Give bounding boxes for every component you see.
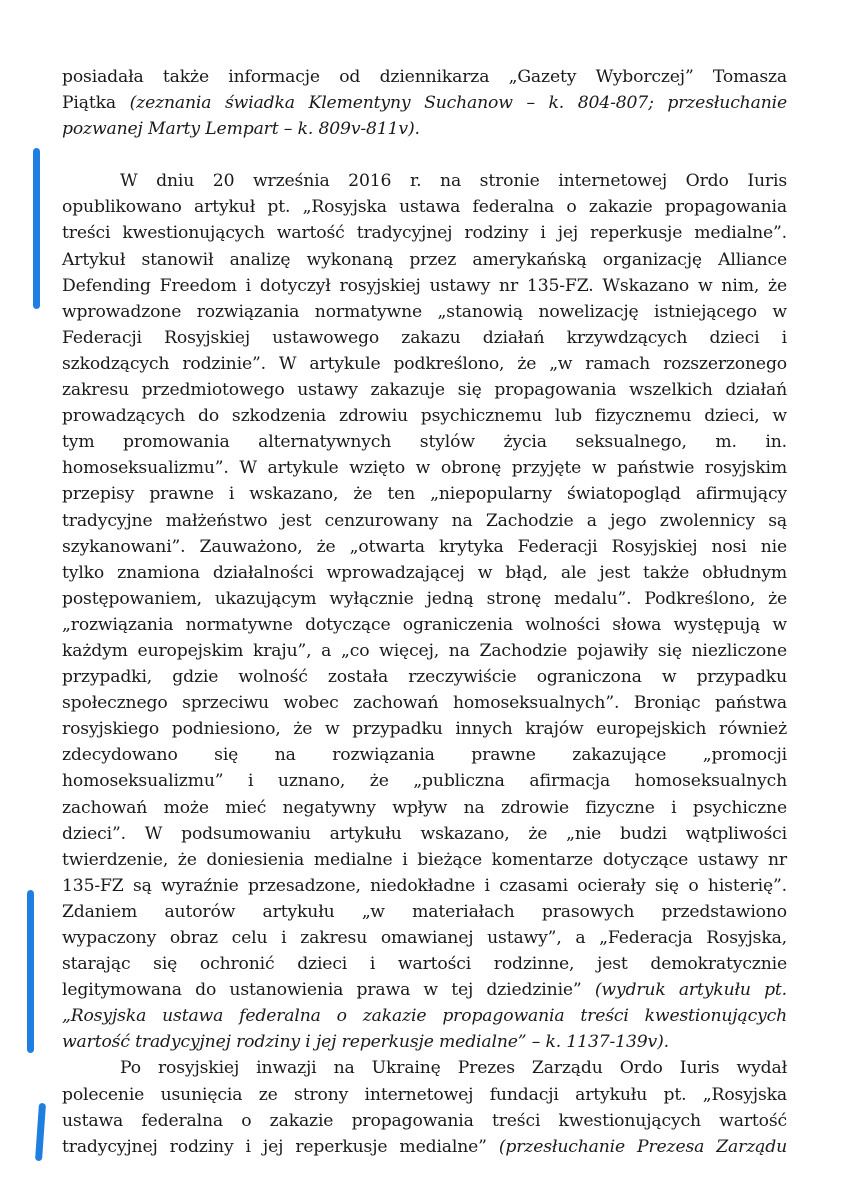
- body-text: Artykuł stanowił analizę wykonaną przez amerykańską organizację Alliance: [62, 249, 787, 270]
- body-text: zakresu przedmiotowego ustawy zakazuje się propagowania wszelkich działań: [62, 380, 787, 401]
- italic-citation-text: (przesłuchanie Prezesa Zarządu: [498, 1136, 787, 1157]
- text-line: [62, 1082, 787, 1108]
- body-text: Zdaniem autorów artykułu „w materiałach prasowych przedstawiono: [62, 901, 787, 922]
- body-text: Defending Freedom i dotyczył rosyjskiej ustawy nr 135-FZ. Wskazano w nim, że: [62, 275, 787, 296]
- text-line: [62, 90, 787, 116]
- body-text: homoseksualizmu”. W artykule wzięto w obronę przyjęte w państwie rosyjskim: [62, 458, 787, 479]
- text-line: [62, 1134, 787, 1160]
- body-text: tym promowania alternatywnych stylów życia seksualnego, m. in.: [62, 432, 787, 453]
- body-text: treści kwestionujących wartość tradycyjnej rodziny i jej reperkusje medialne”.: [62, 223, 787, 244]
- text-line: [62, 560, 787, 586]
- body-text: zdecydowano się na rozwiązania prawne zakazujące „promocji: [62, 745, 787, 766]
- text-line: [62, 247, 787, 273]
- body-text: każdym europejskim kraju”, a „co więcej, na Zachodzie pojawiły się niezliczone: [62, 640, 787, 661]
- text-line: [62, 1003, 787, 1029]
- text-line: [62, 299, 787, 325]
- body-text: szkodzących rodzinie”. W artykule podkreślono, że „w ramach rozszerzonego: [62, 353, 787, 374]
- text-line: [62, 325, 787, 351]
- text-line: [62, 821, 787, 847]
- text-line: [62, 638, 787, 664]
- text-line: [62, 429, 787, 455]
- body-text: Federacji Rosyjskiej ustawowego zakazu działań krzywdzących dzieci i: [62, 327, 787, 348]
- body-text: przypadki, gdzie wolność została rzeczywiście ograniczona w przypadku: [62, 667, 787, 688]
- text-line: [62, 690, 787, 716]
- body-text: twierdzenie, że doniesienia medialne i bieżące komentarze dotyczące ustawy nr: [62, 849, 787, 870]
- text-line: [62, 220, 787, 246]
- text-line: [62, 377, 787, 403]
- text-line: [62, 742, 787, 768]
- text-line: [62, 664, 787, 690]
- paragraph-article-removal: [62, 1055, 787, 1159]
- body-text: W dniu 20 września 2016 r. na stronie internetowej Ordo Iuris: [120, 171, 787, 192]
- body-text: przepisy prawne i wskazano, że ten „niepopularny światopogląd afirmujący: [62, 484, 787, 505]
- body-text: społecznego sprzeciwu wobec zachowań homoseksualnych”. Broniąc państwa: [62, 693, 787, 714]
- text-line: [62, 899, 787, 925]
- text-line: [62, 1029, 787, 1055]
- text-line: [62, 847, 787, 873]
- body-text: Piątka: [62, 93, 130, 114]
- text-line: [62, 508, 787, 534]
- body-text: opublikowano artykuł pt. „Rosyjska ustawa federalna o zakazie propagowania: [62, 197, 787, 218]
- body-text: homoseksualizmu” i uznano, że „publiczna afirmacja homoseksualnych: [62, 771, 787, 792]
- text-line: [62, 1055, 787, 1081]
- text-line: [62, 612, 787, 638]
- body-text: dzieci”. W podsumowaniu artykułu wskazano, że „nie budzi wątpliwości: [62, 823, 787, 844]
- text-line: [62, 873, 787, 899]
- text-line: [62, 768, 787, 794]
- italic-citation-text: (zeznania świadka Klementyny Suchanow – k. 804-807; przesłuchanie: [129, 93, 787, 114]
- text-line: [62, 455, 787, 481]
- text-line: [62, 481, 787, 507]
- body-text: rosyjskiego podniesiono, że w przypadku innych krajów europejskich również: [62, 719, 787, 740]
- text-line: [62, 351, 787, 377]
- body-text: tylko znamiona działalności wprowadzającej w błąd, ale jest także obłudnym: [62, 562, 787, 583]
- text-line: [62, 977, 787, 1003]
- body-text: 135-FZ są wyraźnie przesadzone, niedokładne i czasami ocierały się o histerię”.: [62, 875, 787, 896]
- body-text: tradycyjnej rodziny i jej reperkusje medialne”: [62, 1136, 499, 1157]
- body-text: postępowaniem, ukazującym wyłącznie jedną stronę medalu”. Podkreślono, że: [62, 588, 787, 609]
- paragraph-gap: [62, 142, 787, 168]
- document-page: [62, 64, 787, 1160]
- text-line: [62, 534, 787, 560]
- text-line: [62, 194, 787, 220]
- body-text: tradycyjne małżeństwo jest cenzurowany na Zachodzie a jego zwolennicy są: [62, 510, 787, 531]
- paragraph-ordo-iuris-article: [62, 168, 787, 1055]
- margin-annotation-mark: [27, 890, 34, 1053]
- italic-citation-text: „Rosyjska ustawa federalna o zakazie propagowania treści kwestionujących: [62, 1006, 787, 1027]
- text-line: [62, 273, 787, 299]
- body-text: prowadzących do szkodzenia zdrowiu psychicznemu lub fizycznemu dzieci, w: [62, 406, 787, 427]
- body-text: polecenie usunięcia ze strony internetowej fundacji artykułu pt. „Rosyjska: [62, 1084, 787, 1105]
- italic-citation-text: (wydruk artykułu pt.: [594, 980, 787, 1001]
- text-line: [62, 951, 787, 977]
- body-text: wprowadzone rozwiązania normatywne „stanowią nowelizację istniejącego w: [62, 301, 787, 322]
- body-text: wypaczony obraz celu i zakresu omawianej ustawy”, a „Federacja Rosyjska,: [62, 928, 787, 948]
- body-text: legitymowana do ustanowienia prawa w tej dziedzinie”: [62, 980, 595, 1001]
- body-text: starając się ochronić dzieci i wartości rodzinne, jest demokratycznie: [62, 954, 787, 975]
- text-line: [62, 116, 787, 142]
- text-line: [62, 795, 787, 821]
- text-line: [62, 1108, 787, 1134]
- margin-annotation-mark: [35, 1103, 46, 1161]
- text-line: [62, 716, 787, 742]
- text-line: [62, 168, 787, 194]
- text-line: [62, 403, 787, 429]
- body-text: Po rosyjskiej inwazji na Ukrainę Prezes Zarządu Ordo Iuris wydał: [120, 1058, 787, 1079]
- body-text: zachowań może mieć negatywny wpływ na zdrowie fizyczne i psychiczne: [62, 797, 787, 818]
- text-line: [62, 586, 787, 612]
- body-text: ustawa federalna o zakazie propagowania treści kwestionujących wartość: [62, 1110, 787, 1131]
- text-line: [62, 64, 787, 90]
- text-line: [62, 925, 787, 951]
- italic-citation-text: pozwanej Marty Lempart – k. 809v-811v).: [62, 119, 420, 140]
- italic-citation-text: wartość tradycyjnej rodziny i jej reperkusje medialne” – k. 1137-139v).: [62, 1032, 669, 1053]
- margin-annotation-mark: [33, 148, 40, 309]
- paragraph-continuation: [62, 64, 787, 142]
- body-text: posiadała także informacje od dziennikarza „Gazety Wyborczej” Tomasza: [62, 67, 787, 87]
- body-text: szykanowani”. Zauważono, że „otwarta krytyka Federacji Rosyjskiej nosi nie: [62, 536, 787, 557]
- body-text: „rozwiązania normatywne dotyczące ograniczenia wolności słowa występują w: [62, 614, 787, 635]
